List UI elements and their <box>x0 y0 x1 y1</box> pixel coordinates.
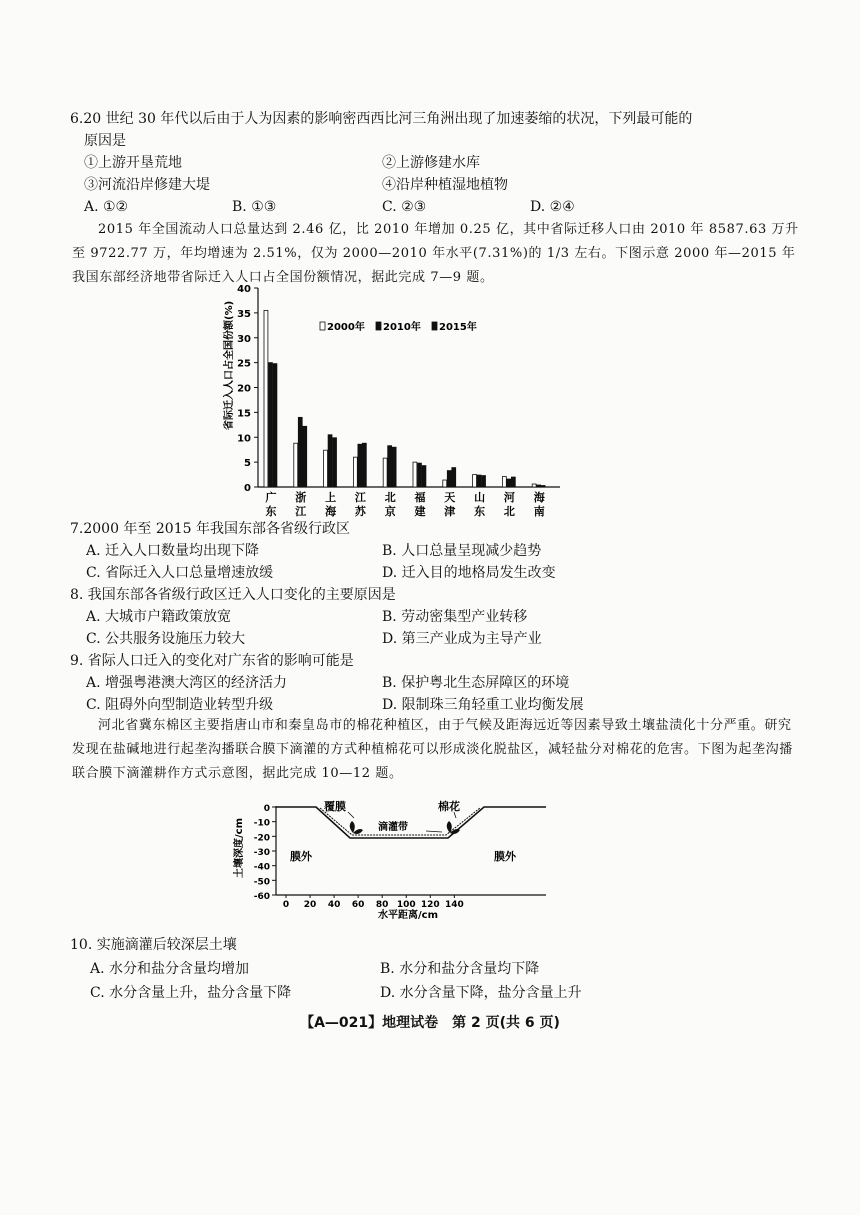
y-tick-label: 30 <box>237 333 251 345</box>
diagram-y-tick-label: -30 <box>253 848 270 858</box>
bar-2000年-广东 <box>264 310 268 487</box>
diagram-x-tick-label: 100 <box>396 900 416 910</box>
page-footer: 【A—021】地理试卷 第 2 页(共 6 页) <box>300 1015 560 1031</box>
bar-2010年-江苏 <box>358 444 362 487</box>
x-tick-label-part: 东 <box>474 505 486 518</box>
legend-swatch-2000年 <box>320 322 325 330</box>
question-8-stem: 8. 我国东部各省级行政区迁入人口变化的主要原因是 <box>70 587 396 603</box>
y-tick-label: 0 <box>244 483 251 494</box>
q9-option-a[interactable]: A. 增强粤港澳大湾区的经济活力 <box>86 675 288 691</box>
bar-2015年-北京 <box>392 447 396 487</box>
legend-label-2000年: 2000年 <box>327 322 365 333</box>
diagram-y-tick-label: -50 <box>253 877 270 888</box>
y-axis-label: 省际迁入人口占全国份额(%) <box>224 300 235 430</box>
bar-2000年-河北 <box>502 477 506 487</box>
question-6 <box>70 108 800 152</box>
q8-option-c[interactable]: C. 公共服务设施压力较大 <box>86 631 246 647</box>
legend-swatch-2015年 <box>432 322 437 330</box>
q6-item-2: ②上游修建水库 <box>382 155 480 171</box>
diagram-y-tick-label: -10 <box>253 818 270 829</box>
q7-option-c[interactable]: C. 省际迁入人口总量增速放缓 <box>86 565 274 581</box>
x-tick-label-part: 东 <box>265 505 277 518</box>
x-tick-label-part: 江 <box>295 505 307 518</box>
q6-option-d[interactable]: D. ②④ <box>530 199 575 215</box>
question-7-stem: 7.2000 年至 2015 年我国东部各省级行政区 <box>70 521 350 537</box>
y-tick-label: 5 <box>244 458 251 470</box>
q8-option-a[interactable]: A. 大城市户籍政策放宽 <box>86 609 232 625</box>
bar-2010年-天津 <box>447 471 451 487</box>
q6-option-c[interactable]: C. ②③ <box>382 199 427 215</box>
q7-option-a[interactable]: A. 迁入人口数量均出现下降 <box>86 543 260 559</box>
diagram-x-tick-label: 80 <box>375 900 389 910</box>
drip-irrigation-diagram <box>228 798 558 928</box>
diagram-y-label: 土壤深度/cm <box>234 818 245 878</box>
migration-bar-chart <box>210 280 590 520</box>
q6-option-a[interactable]: A. ①② <box>84 199 129 215</box>
q8-option-b[interactable]: B. 劳动密集型产业转移 <box>382 609 528 625</box>
legend-label-2010年: 2010年 <box>383 322 421 333</box>
bar-2015年-山东 <box>482 476 486 487</box>
bar-2000年-福建 <box>413 462 417 487</box>
question-9-stem: 9. 省际人口迁入的变化对广东省的影响可能是 <box>70 653 354 669</box>
label-outside-right: 膜外 <box>494 850 516 863</box>
bar-2010年-北京 <box>388 446 392 487</box>
diagram-y-tick-label: -40 <box>253 862 270 873</box>
question-6-options <box>84 196 784 218</box>
diagram-y-tick-label: -20 <box>253 833 270 844</box>
x-tick-label: 江 <box>354 491 366 504</box>
x-tick-label: 福 <box>414 491 426 504</box>
question-6-stem-line1: 6.20 世纪 30 年代以后由于人为因素的影响密西西比河三角洲出现了加速萎缩的状况，下列最可能的 <box>70 111 693 127</box>
x-tick-label: 浙 <box>295 491 307 504</box>
diagram-x-tick-label: 60 <box>351 900 365 910</box>
question-8-options <box>86 606 786 650</box>
bar-2015年-天津 <box>452 468 456 487</box>
bar-2000年-山东 <box>473 475 477 487</box>
bar-2010年-福建 <box>418 463 422 487</box>
bar-2010年-广东 <box>269 363 273 487</box>
x-tick-label: 广 <box>265 491 277 504</box>
diagram-x-tick-label: 140 <box>444 900 464 910</box>
diagram-x-tick-label: 120 <box>420 900 440 910</box>
x-tick-label: 北 <box>384 491 396 504</box>
y-tick-label: 15 <box>237 408 251 420</box>
q7-option-b[interactable]: B. 人口总量呈现减少趋势 <box>382 543 542 559</box>
bar-2000年-北京 <box>383 458 387 487</box>
label-outside-left: 膜外 <box>290 850 312 863</box>
bar-2000年-江苏 <box>353 457 357 487</box>
bar-2010年-山东 <box>477 475 481 487</box>
x-tick-label-part: 津 <box>444 505 456 518</box>
question-10-options <box>90 958 790 1006</box>
question-9-options <box>86 672 786 716</box>
y-tick-label: 35 <box>237 308 251 320</box>
bar-2015年-上海 <box>333 438 337 487</box>
diagram-x-tick-label: 20 <box>303 900 317 910</box>
bar-2000年-上海 <box>324 450 328 487</box>
q10-option-a[interactable]: A. 水分和盐分含量均增加 <box>90 961 250 977</box>
q6-item-4: ④沿岸种植湿地植物 <box>382 177 508 193</box>
bar-2000年-浙江 <box>294 443 298 487</box>
q8-option-d[interactable]: D. 第三产业成为主导产业 <box>382 631 542 647</box>
x-tick-label-part: 建 <box>414 505 426 518</box>
passage-cotton: 河北省冀东棉区主要指唐山市和秦皇岛市的棉花种植区，由于气候及距海远近等因素导致土壤盐渍化十分严重。研究发现在盐碱地进行起垄沟播联合膜下滴灌的方式种植棉花可以形成淡化脱盐区，减轻盐分对棉花的危害。下图为起垄沟播联合膜下滴灌耕作方式示意图，据此完成 10—12 题。 <box>72 718 793 781</box>
diagram-y-tick-label: 0 <box>263 804 270 814</box>
x-tick-label: 山 <box>474 491 486 504</box>
legend-label-2015年: 2015年 <box>439 322 477 333</box>
bar-2010年-上海 <box>328 435 332 487</box>
soil-surface-profile <box>276 807 546 838</box>
x-tick-label-part: 京 <box>384 505 396 518</box>
y-tick-label: 10 <box>237 433 251 445</box>
x-tick-label: 天 <box>444 491 456 504</box>
bar-2000年-海南 <box>532 484 536 487</box>
q7-option-d[interactable]: D. 迁入目的地格局发生改变 <box>382 565 556 581</box>
question-6-items <box>84 152 784 196</box>
x-tick-label-part: 南 <box>533 505 545 518</box>
bar-2010年-海南 <box>537 485 541 487</box>
diagram-y-tick-label: -60 <box>253 892 270 902</box>
bar-2015年-海南 <box>541 486 545 487</box>
passage-migration: 2015 年全国流动人口总量达到 2.46 亿，比 2010 年增加 0.25 亿，其中省际迁移人口由 2010 年 8587.63 万升至 9722.77 万，年均增速为 2.51%，仅为 2000—2010 年水平(7.31%)的 1/3 左右。下图示意 2000 年—2015 年我国东部经济地带省际迁入人口占全国份额情况，据此完成 7—9 题。 <box>72 222 799 285</box>
legend-swatch-2010年 <box>376 322 381 330</box>
bar-2015年-福建 <box>422 466 426 487</box>
bar-2010年-浙江 <box>298 417 302 487</box>
x-tick-label-part: 苏 <box>354 505 366 518</box>
label-film: 覆膜 <box>324 800 346 813</box>
bar-2015年-河北 <box>511 477 515 487</box>
q9-option-c[interactable]: C. 阻碍外向型制造业转型升级 <box>86 697 274 713</box>
bar-2015年-江苏 <box>362 443 366 487</box>
q9-option-d[interactable]: D. 限制珠三角轻重工业均衡发展 <box>382 697 584 713</box>
diagram-x-tick-label: 40 <box>327 900 341 910</box>
bar-2015年-浙江 <box>303 426 307 487</box>
label-drip-tape: 滴灌带 <box>378 822 408 833</box>
y-tick-label: 20 <box>237 383 251 395</box>
diagram-x-tick-label: 0 <box>282 900 290 910</box>
q6-item-3: ③河流沿岸修建大堤 <box>84 177 210 193</box>
bar-2010年-河北 <box>507 479 511 487</box>
x-tick-label: 上 <box>325 491 337 504</box>
x-tick-label: 海 <box>533 491 545 504</box>
q9-option-b[interactable]: B. 保护粤北生态屏障区的环境 <box>382 675 570 691</box>
cotton-plant-icon <box>350 821 363 834</box>
y-tick-label: 25 <box>237 358 251 370</box>
x-tick-label: 河 <box>503 491 515 504</box>
question-6-stem-line2: 原因是 <box>84 133 126 149</box>
q10-option-b[interactable]: B. 水分和盐分含量均下降 <box>380 961 540 977</box>
cotton-plant-icon <box>447 821 460 834</box>
q10-option-d[interactable]: D. 水分含量下降，盐分含量上升 <box>380 985 582 1001</box>
q6-option-b[interactable]: B. ①③ <box>232 199 277 215</box>
question-7-options <box>86 540 786 584</box>
label-cotton: 棉花 <box>438 800 460 813</box>
q10-option-c[interactable]: C. 水分含量上升，盐分含量下降 <box>90 985 292 1001</box>
question-10-stem: 10. 实施滴灌后较深层土壤 <box>70 937 237 953</box>
q6-item-1: ①上游开垦荒地 <box>84 155 182 171</box>
x-tick-label-part: 海 <box>325 505 337 518</box>
y-tick-label: 40 <box>237 284 251 295</box>
bar-2015年-广东 <box>273 364 277 487</box>
x-tick-label-part: 北 <box>503 505 515 518</box>
diagram-x-label: 水平距离/cm <box>378 910 438 921</box>
bar-2000年-天津 <box>443 480 447 487</box>
